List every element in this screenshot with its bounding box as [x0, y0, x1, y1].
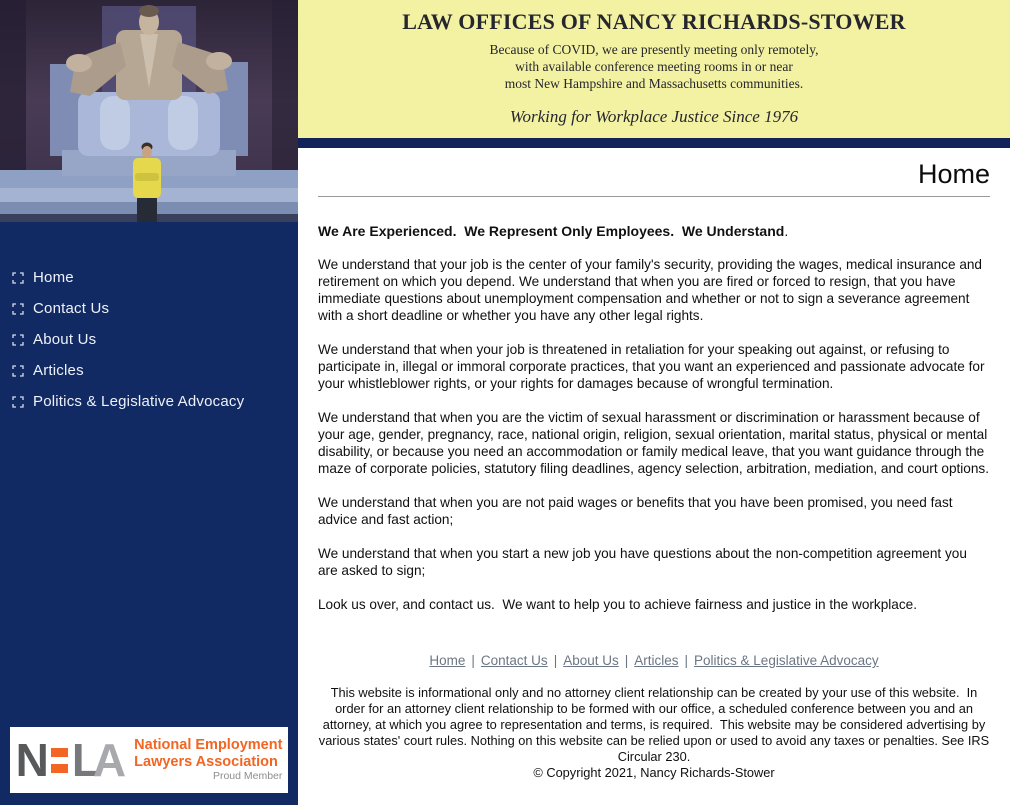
- paragraph: We understand that when you are the victim of sexual harassment or discrimination or harassment because of your age, gender, pregnancy, race, national origin, religion, sexual orientation, marital status, physical or mental disability, or because you need an accommodation or family medical leave, that you want guidance through the maze of corporate policies, statutory filing deadlines, agency selection, arbitration, mediation, and court options.: [318, 410, 992, 476]
- bracket-bullet-icon: [12, 334, 24, 346]
- nela-letter-n: N: [15, 734, 47, 786]
- lead-period: .: [784, 223, 789, 239]
- nela-proud-member: Proud Member: [212, 769, 283, 782]
- bracket-bullet-icon: [12, 365, 24, 377]
- footer-link-about-us[interactable]: About Us: [563, 653, 619, 668]
- nela-text: [134, 737, 282, 782]
- lincoln-memorial-photo: [0, 0, 298, 222]
- footer-link-articles[interactable]: Articles: [634, 653, 679, 668]
- footer-nav: [318, 653, 990, 668]
- bracket-bullet-icon: [12, 303, 24, 315]
- nela-line2: Lawyers Association: [134, 753, 278, 770]
- paragraph: We understand that when your job is threatened in retaliation for your speaking out against, or refusing to participate in, illegal or immoral corporate practices, that you want an experienced and passionate advocate for your whistleblower rights, or your rights for damages because of wrongful termination.: [318, 342, 989, 391]
- nela-letter-a: A: [92, 734, 125, 786]
- sidebar-item-articles[interactable]: [0, 355, 298, 386]
- sidebar-item-home[interactable]: [0, 262, 298, 293]
- nela-letter-l: L: [71, 734, 98, 786]
- sidebar-item-label: Home: [33, 269, 74, 286]
- header-divider-bar: [298, 138, 1010, 148]
- sidebar-item-politics-legislative-advocacy[interactable]: [0, 386, 298, 417]
- footer-separator: |: [471, 653, 475, 668]
- paragraph: We understand that when you start a new job you have questions about the non-competition agreement you are asked to sign;: [318, 546, 971, 578]
- paragraph: We understand that your job is the center of your family's security, providing the wages, medical insurance and retirement on which you depend. We understand that when you are fired or forced to resign, that you have immediate questions about unemployment compensation and whether or not to sign a severance agreement with a short deadline or whether you have any other legal rights.: [318, 257, 986, 323]
- sidebar-item-label: About Us: [33, 331, 97, 348]
- covid-notice-line3: most New Hampshire and Massachusetts communities.: [504, 76, 804, 91]
- legal-disclaimer: This website is informational only and no attorney client relationship can be created by your use of this website. In order for an attorney client relationship to be formed with our office, a scheduled conference between you and an attorney, at which you agree to representation and terms, is required. This website may be considered advertising by various states' court rules. Nothing on this website can be relied upon or used to avoid any taxes or penalties. See IRS Circular 230.: [318, 685, 993, 764]
- footer-link-contact-us[interactable]: Contact Us: [480, 653, 548, 668]
- bracket-bullet-icon: [12, 272, 24, 284]
- footer-separator: |: [624, 653, 629, 668]
- lead-sentence: [318, 223, 990, 239]
- site-header: [298, 0, 1010, 138]
- covid-notice: [298, 41, 1010, 92]
- sidebar-item-label: Articles: [33, 362, 84, 379]
- nela-line1: National Employment: [134, 737, 283, 754]
- footer-link-home[interactable]: Home: [429, 653, 466, 668]
- sidebar: [0, 0, 298, 805]
- covid-notice-line2: with available conference meeting rooms in or near: [515, 59, 793, 74]
- sidebar-nav: [0, 262, 298, 417]
- copyright-notice: © Copyright 2021, Nancy Richards-Stower: [533, 765, 775, 780]
- footer-separator: |: [684, 653, 689, 668]
- paragraph: Look us over, and contact us. We want to help you to achieve fairness and justice in the workplace.: [318, 597, 917, 612]
- lead-bold-text: We Are Experienced. We Represent Only Employees. We Understand: [318, 223, 785, 239]
- footer-link-politics-legislative-advocacy[interactable]: Politics & Legislative Advocacy: [694, 653, 879, 668]
- nela-letter-e-bars: [51, 745, 68, 779]
- nela-logo: [15, 734, 125, 786]
- covid-notice-line1: Because of COVID, we are presently meeting only remotely,: [489, 42, 819, 57]
- bracket-bullet-icon: [12, 396, 24, 408]
- sidebar-item-label: Politics & Legislative Advocacy: [33, 393, 245, 410]
- footer-separator: |: [553, 653, 558, 668]
- site-title: LAW OFFICES OF NANCY RICHARDS-STOWER: [402, 9, 906, 34]
- title-rule: [318, 196, 990, 197]
- paragraph: We understand that when you are not paid wages or benefits that you have been promised, you need fast advice and fast action;: [318, 495, 957, 527]
- sidebar-item-contact-us[interactable]: [0, 293, 298, 324]
- sidebar-item-label: Contact Us: [33, 300, 110, 317]
- sidebar-item-about-us[interactable]: [0, 324, 298, 355]
- tagline: Working for Workplace Justice Since 1976: [509, 107, 799, 126]
- page-title: Home: [917, 159, 990, 189]
- main-content: [298, 148, 1010, 805]
- nela-member-badge[interactable]: [10, 727, 288, 793]
- content-column: [298, 0, 1010, 805]
